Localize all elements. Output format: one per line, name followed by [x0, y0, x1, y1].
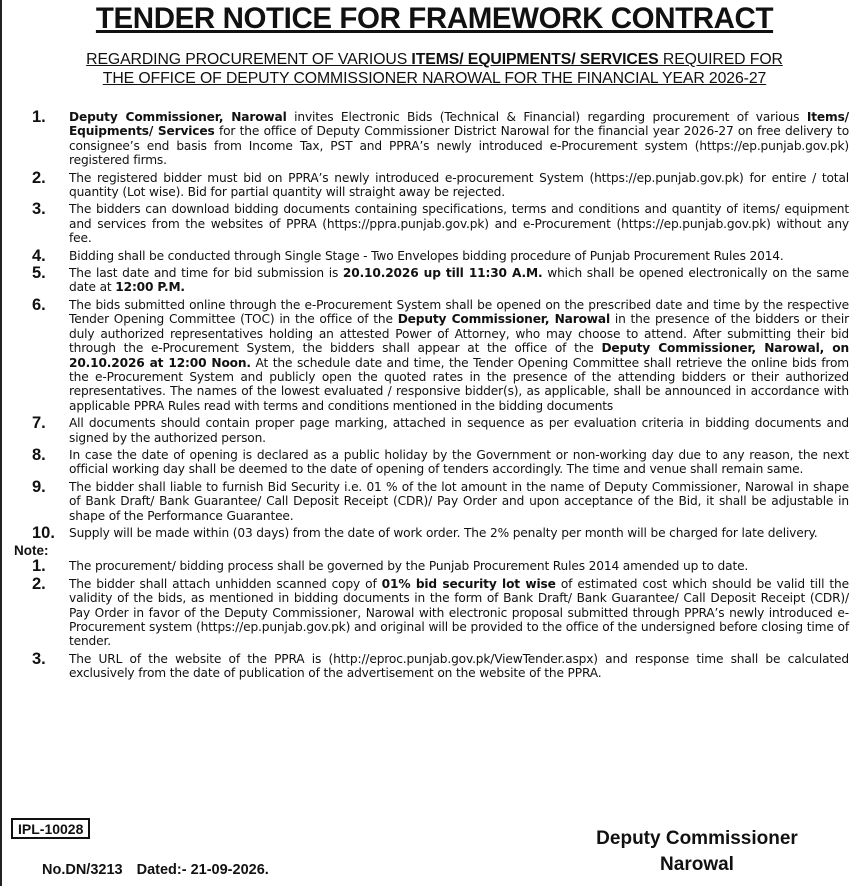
numbered-clauses-list — [2, 110, 865, 540]
body-text: Bidding shall be conducted through Single Stage - Two Envelopes bidding procedure of Punjab Procurement Rules 2014. — [69, 248, 784, 263]
clause-item — [2, 266, 865, 295]
body-text: which shall be opened electronically on the same date at — [69, 266, 849, 295]
note-label: Note: — [14, 543, 49, 559]
notice-title: TENDER NOTICE FOR FRAMEWORK CONTRACT — [95, 2, 774, 35]
note-item — [2, 574, 865, 649]
reference-code-box: IPL-10028 — [11, 818, 90, 839]
clause-item-number: 4. — [32, 246, 46, 265]
body-text: In case the date of opening is declared as a public holiday by the Government or non-working day due to any reason, the next official working day shall be deemed to the date of opening of tenders accordingly. The time and venue shall remain same. — [69, 447, 849, 477]
body-text: Supply will be made within (03 days) from the date of work order. The 2% penalty per month will be charged for late delivery. — [69, 525, 818, 540]
body-text: All documents should contain proper page marking, attached in sequence as per evaluation criteria in bidding documents and signed by the authorized person. — [69, 416, 849, 445]
clause-item-number: 5. — [32, 264, 46, 283]
body-text: The bidders can download bidding documents containing specifications, terms and conditions and quantity of items/ equipment and services from the websites of PPRA (https://ppra.punjab.gov.pk) and e-Procurement (https://ep.punjab.gov.pk) without any fee. — [69, 202, 849, 246]
body-text: The procurement/ bidding process shall be governed by the Punjab Procurement Rules 2014 amended up to date. — [69, 559, 749, 574]
emphasis-text: 01% bid security lot wise — [381, 576, 556, 591]
note-item — [2, 557, 865, 576]
note-item-text — [69, 577, 849, 649]
notice-subtitle-line2: THE OFFICE OF DEPUTY COMMISSIONER NAROWAL FOR THE FINANCIAL YEAR 2026-27 — [102, 70, 767, 87]
signature-district: Narowal — [660, 854, 734, 875]
clause-item — [2, 168, 865, 200]
body-text: for the office of Deputy Commissioner District Narowal for the financial year 2026-27 on free delivery to consignee’s end basis from Income Tax, PST and PPRA’s newly introduced e-Procurement system (https://ep.punjab.gov.pk) registered firms. — [69, 124, 849, 168]
body-text: The last date and time for bid submission is — [69, 266, 343, 281]
clause-item — [2, 416, 865, 445]
clause-item-number: 9. — [32, 477, 46, 496]
notes-list — [2, 559, 865, 680]
note-item-number: 1. — [32, 557, 46, 576]
clause-item — [2, 246, 865, 265]
emphasis-text: Items/ Equipments/ Services — [69, 110, 849, 139]
note-item-text — [69, 559, 849, 573]
body-text: The bidder shall liable to furnish Bid Security i.e. 01 % of the lot amount in the name of Deputy Commissioner, Narowal in shape of Bank Draft/ Bank Guarantee/ Call Deposit Receipt (CDR)/ Pay Order and upon acceptance of the Bid, it shall be adjustable in shape of the Performance Guarantee. — [69, 479, 849, 523]
note-item-text — [69, 652, 849, 681]
signature-designation: Deputy Commissioner — [596, 828, 798, 849]
clause-item — [2, 110, 865, 168]
clause-item — [2, 445, 865, 477]
body-text: invites Electronic Bids (Technical & Financial) regarding procurement of various — [286, 110, 807, 124]
emphasis-text: Deputy Commissioner, Narowal, on 20.10.2026 at 12:00 Noon. — [69, 341, 849, 370]
body-text: The URL of the website of the PPRA is (http://eproc.punjab.gov.pk/ViewTender.aspx) and response time shall be calculated exclusively from the date of publication of the advertisement on the website of the PPRA. — [69, 651, 849, 681]
note-item-number: 3. — [32, 649, 46, 668]
subtitle-text: REGARDING PROCUREMENT OF VARIOUS — [86, 51, 412, 68]
clause-item-number: 3. — [32, 200, 46, 219]
clause-item — [2, 202, 865, 245]
body-text: in the presence of the bidders or their duly authorized representatives holding an attested Power of Attorney, who may choose to attend. After submitting their bid through the e-Procurement System, the bidders shall appear at the office of the — [69, 312, 849, 356]
clause-item-number: 10. — [32, 523, 55, 542]
clause-item-number: 2. — [32, 168, 46, 187]
emphasis-text: 20.10.2026 up till 11:30 A.M. — [342, 266, 543, 281]
clause-item-text — [69, 298, 849, 413]
body-text: The registered bidder must bid on PPRA’s newly introduced e-procurement System (https://ep.punjab.gov.pk) for entire / total quantity (Lot wise). Bid for partial quantity will straight away be rejected. — [69, 170, 849, 200]
clause-item — [2, 477, 865, 523]
clause-item-text — [69, 266, 849, 295]
emphasis-text: Deputy Commissioner, Narowal — [397, 312, 611, 327]
clause-item-number: 6. — [32, 295, 46, 314]
body-text: The bids submitted online through the e-Procurement System shall be opened on the prescribed date and time by the respective Tender Opening Committee (TOC) in the office of the — [69, 297, 849, 327]
clause-item-text — [69, 249, 849, 263]
body-text: of estimated cost which should be valid till the validity of the bids, as mentioned in bidding documents in the form of Bank Draft/ Bank Guarantee/ Call Deposit Receipt (CDR)/ Pay Order in favor of the Deputy Commissioner, Narowal with electronic proposal submitted through PPRA’s newly introduced e-Procurement system (https://ep.punjab.gov.pk) and original will be provided to the office of the undersigned before closing time of tender. — [69, 576, 849, 649]
clause-item-text — [69, 110, 849, 168]
clause-item-number: 1. — [32, 108, 46, 126]
clause-item-number: 8. — [32, 445, 46, 464]
notice-body — [2, 110, 865, 684]
body-text: The bidder shall attach unhidden scanned copy of — [69, 576, 382, 591]
clause-item-text — [69, 202, 849, 245]
clause-item — [2, 523, 865, 542]
clause-item — [2, 295, 865, 413]
dispatch-number: No.DN/3213 — [42, 862, 123, 878]
notice-subtitle-line1 — [12, 51, 857, 69]
emphasis-text: 12:00 P.M. — [115, 280, 185, 295]
signature-block — [547, 826, 847, 878]
clause-item-text — [69, 448, 849, 477]
dispatch-date: Dated:- 21-09-2026. — [136, 862, 269, 878]
clause-item-number: 7. — [32, 414, 46, 433]
clause-item-text — [69, 480, 849, 523]
subtitle-bold-text: ITEMS/ EQUIPMENTS/ SERVICES — [411, 51, 659, 68]
note-item-number: 2. — [32, 574, 46, 593]
clause-item-text — [69, 171, 849, 200]
subtitle-text: REQUIRED FOR — [658, 51, 783, 68]
body-text: At the schedule date and time, the Tender Opening Committee shall retrieve the online bids from the e-Procurement System and publicly open the quoted rates in the presence of the attending bidders or their authorized representatives. The names of the lowest evaluated / responsive bidder(s), as applicable, shall be announced in accordance with applicable PPRA Rules read with terms and conditions mentioned in the bidding documents — [69, 355, 850, 413]
clause-item-text — [69, 416, 849, 445]
emphasis-text: Deputy Commissioner, Narowal — [69, 110, 287, 124]
dispatch-line — [42, 862, 279, 878]
clause-item-text — [69, 526, 849, 540]
note-item — [2, 649, 865, 681]
